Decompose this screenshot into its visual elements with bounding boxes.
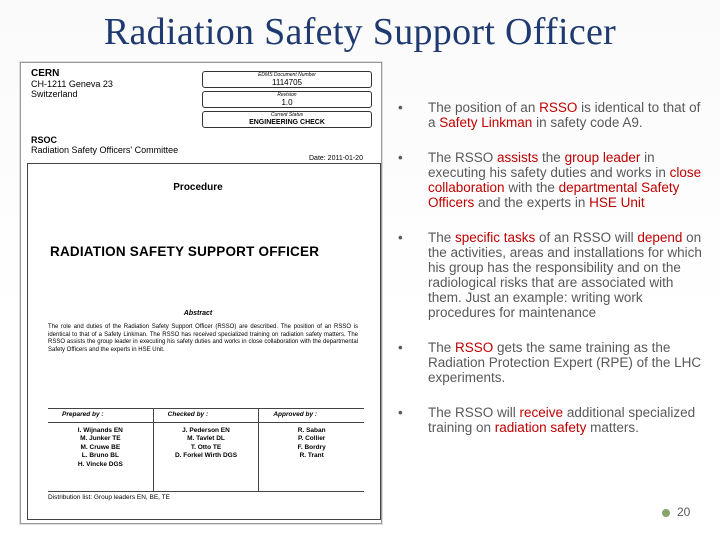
bullet-text: gets the same training as the Radiation Protection Expert (RPE) of the LHC experiments. bbox=[428, 340, 702, 385]
status-box bbox=[202, 111, 372, 128]
org-address-line2: Switzerland bbox=[31, 89, 78, 99]
bullet-item bbox=[398, 150, 710, 210]
bullet-text: The RSSO will bbox=[428, 405, 520, 420]
bullet-item bbox=[398, 340, 710, 385]
revision-label: Revision bbox=[277, 92, 297, 98]
bullet-item bbox=[398, 100, 710, 130]
revision-value: 1.0 bbox=[281, 98, 293, 107]
highlighted-text: assists bbox=[497, 150, 539, 165]
document-image bbox=[20, 62, 382, 524]
bullet-dot-icon: • bbox=[398, 230, 403, 245]
dept-name: Radiation Safety Officers' Committee bbox=[31, 145, 179, 155]
page-number-text: 20 bbox=[677, 505, 691, 519]
prepared-name: H. Vincke DGS bbox=[77, 460, 123, 468]
prepared-name: I. Wijnands EN bbox=[77, 426, 123, 434]
prepared-name: M. Cruwe BE bbox=[80, 443, 121, 451]
signature-table bbox=[48, 408, 364, 492]
page-number bbox=[663, 505, 690, 519]
edms-box bbox=[202, 71, 372, 88]
prepared-name: L. Bruno BL bbox=[81, 452, 119, 459]
bullet-item bbox=[398, 230, 710, 320]
approved-heading: Approved by : bbox=[259, 411, 364, 423]
checked-name: D. Forkel Wirth DGS bbox=[174, 452, 238, 459]
abstract-heading: Abstract bbox=[183, 310, 213, 317]
checked-column bbox=[154, 409, 260, 491]
checked-name: J. Pederson EN bbox=[182, 426, 230, 434]
distribution-list: Distribution list: Group leaders EN, BE, TE bbox=[48, 494, 170, 501]
bullet-dot-icon: • bbox=[398, 340, 403, 355]
approved-name: F. Bordry bbox=[297, 443, 326, 451]
procedure-label: Procedure bbox=[173, 182, 223, 193]
bullet-text: The bbox=[428, 230, 456, 245]
prepared-heading: Prepared by : bbox=[48, 411, 153, 423]
slide-title: Radiation Safety Support Officer bbox=[103, 11, 617, 53]
checked-heading: Checked by : bbox=[154, 411, 259, 423]
org-address-line1: CH-1211 Geneva 23 bbox=[31, 79, 113, 89]
bullet-text: the bbox=[538, 150, 565, 165]
highlighted-text: Safety Linkman bbox=[439, 115, 533, 130]
prepared-column bbox=[48, 409, 154, 491]
document-date: Date: 2011-01-20 bbox=[309, 155, 363, 162]
approved-name: R. Saban bbox=[297, 426, 326, 434]
bullet-text: The bbox=[428, 340, 456, 355]
bullet-text: additional specialized training on bbox=[428, 405, 696, 435]
bullet-dot-icon: • bbox=[398, 405, 403, 420]
checked-name: M. Tavlet DL bbox=[187, 435, 225, 442]
approved-name: R. Trant bbox=[299, 452, 324, 459]
bullet-dot-icon: • bbox=[398, 150, 403, 165]
bullet-list bbox=[398, 100, 710, 455]
dept-code: RSOC bbox=[31, 135, 58, 145]
highlighted-text: radiation safety bbox=[494, 420, 587, 435]
highlighted-text: RSSO bbox=[455, 340, 494, 355]
document-meta-boxes bbox=[202, 71, 372, 131]
document-body bbox=[27, 163, 381, 520]
highlighted-text: HSE Unit bbox=[589, 195, 645, 210]
bullet-text: matters. bbox=[586, 420, 639, 435]
bullet-text: The position of an bbox=[428, 100, 540, 115]
highlighted-text: close collaboration bbox=[428, 165, 702, 195]
bullet-text: of an RSSO will bbox=[535, 230, 638, 245]
approved-name: P. Collier bbox=[298, 435, 326, 442]
bullet-item bbox=[398, 405, 710, 435]
bullet-text: with the bbox=[504, 180, 559, 195]
bullet-text: The RSSO bbox=[428, 150, 498, 165]
document-title: RADIATION SAFETY SUPPORT OFFICER bbox=[50, 244, 320, 259]
status-label: Current Status bbox=[270, 112, 304, 118]
bullet-text: on the activities, areas and installations for which his group has the responsibility and on the radiological risks that are associated with them. Just an example: writing work procedures for maintenance bbox=[428, 230, 702, 320]
prepared-name: M. Junker TE bbox=[80, 435, 121, 442]
bullet-text: in executing his safety duties and works in bbox=[428, 150, 670, 180]
highlighted-text: receive bbox=[519, 405, 564, 420]
status-value: ENGINEERING CHECK bbox=[249, 119, 325, 126]
edms-label: EDMS Document Number bbox=[258, 72, 316, 78]
highlighted-text: depend bbox=[637, 230, 683, 245]
revision-box bbox=[202, 91, 372, 108]
dept-block bbox=[31, 135, 178, 155]
highlighted-text: RSSO bbox=[539, 100, 578, 115]
org-block bbox=[31, 69, 113, 99]
highlighted-text: departmental Safety Officers bbox=[428, 180, 680, 210]
abstract-text: The role and duties of the Radiation Safety Support Officer (RSSO) are described. The position of an RSSO is identical to that of a Safety Linkman. The RSSO has received specialized training on radiation safety matters. The RSSO assists the group leader in executing his safety duties and works in close collaboration with the departmental Safety Officers and the experts in HSE Unit. bbox=[48, 324, 358, 353]
bullet-text: is identical to that of a bbox=[428, 100, 701, 130]
approved-column bbox=[259, 409, 364, 491]
checked-name: T. Otto TE bbox=[190, 443, 222, 451]
org-name: CERN bbox=[31, 68, 60, 79]
highlighted-text: group leader bbox=[564, 150, 641, 165]
bullet-text: in safety code A9. bbox=[532, 115, 643, 130]
bullet-dot-icon: • bbox=[398, 100, 403, 115]
edms-value: 1114705 bbox=[272, 78, 302, 87]
highlighted-text: specific tasks bbox=[455, 230, 536, 245]
bullet-text: and the experts in bbox=[474, 195, 590, 210]
